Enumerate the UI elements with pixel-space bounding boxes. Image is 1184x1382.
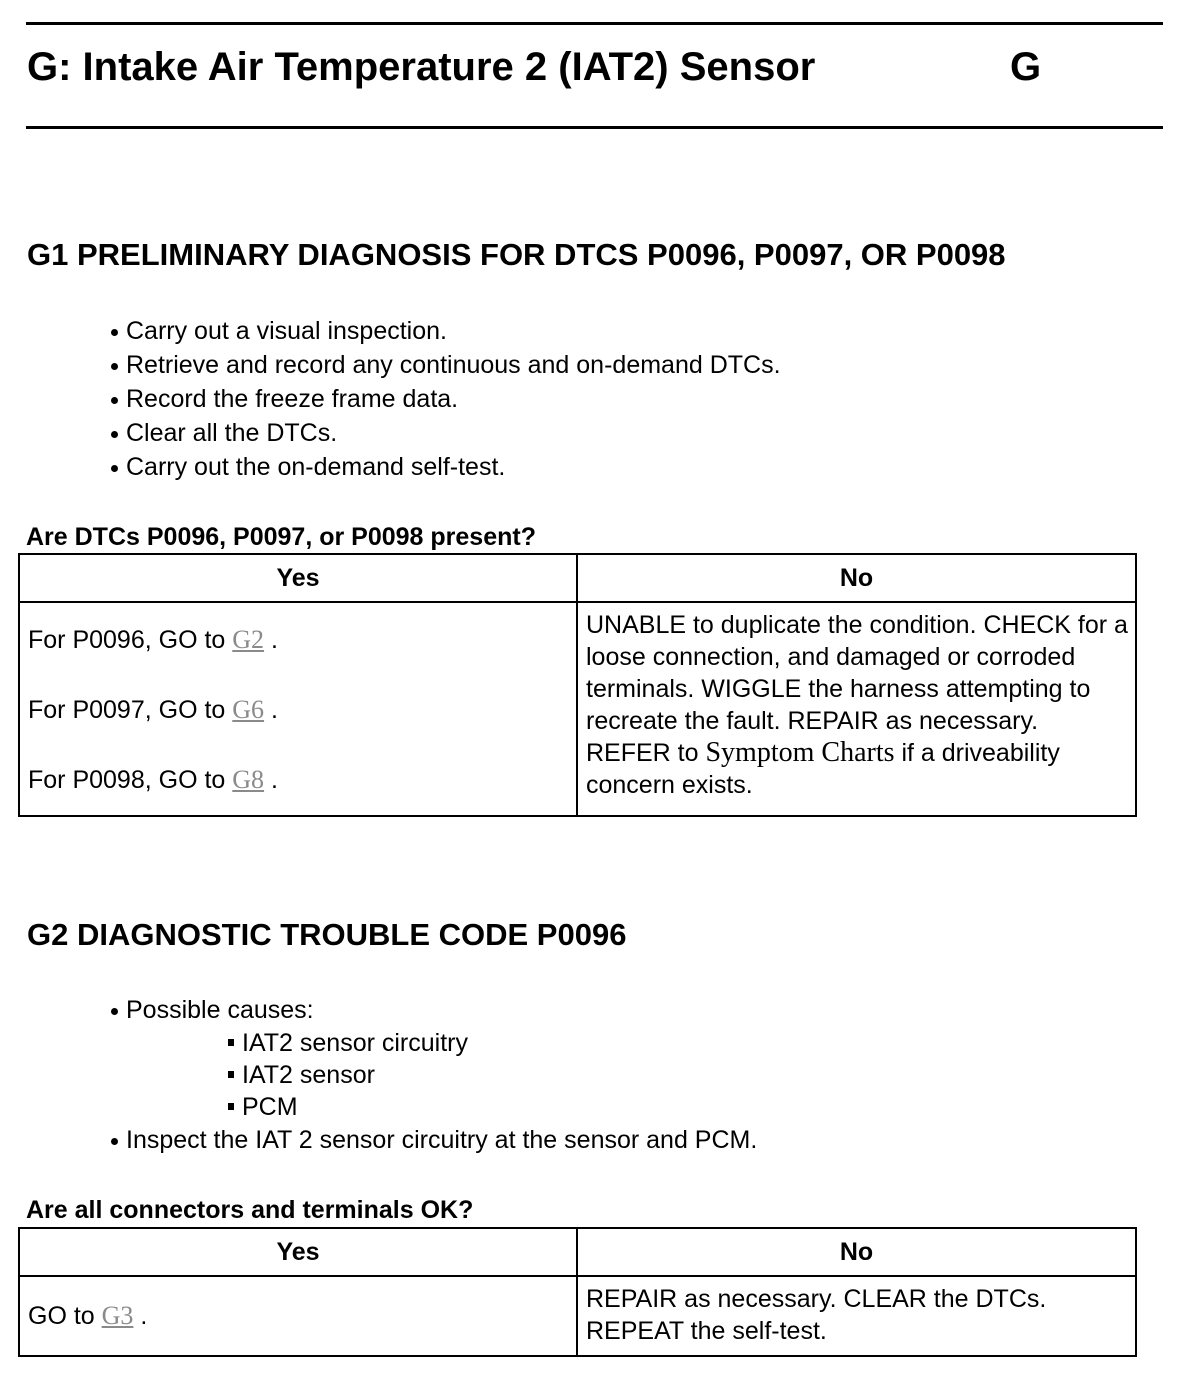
list-item: Record the freeze frame data. [110, 382, 781, 416]
cause-item: IAT2 sensor [226, 1059, 757, 1091]
g2-answer-table [18, 1227, 1137, 1357]
yes-option: GO to G3 . [28, 1301, 148, 1330]
table-header-row [19, 1228, 1136, 1276]
title-rule [26, 126, 1163, 129]
g1-answer-table [18, 553, 1137, 817]
g1-step-list [110, 314, 781, 484]
yes-option-p0098: For P0098, GO to G8 . [28, 765, 278, 794]
no-cell [577, 602, 1136, 816]
list-item: Possible causes: IAT2 sensor circuitry IAT2 sensor PCM [110, 993, 757, 1123]
no-instruction: UNABLE to duplicate the condition. CHECK for a loose connection, and damaged or corroded terminals. WIGGLE the harness attempting to recreate the fault. REPAIR as necessary. REFER to Symptom Charts if a driveability concern exists. [586, 611, 1128, 799]
no-header: No [577, 1228, 1136, 1276]
g1-heading: G1 PRELIMINARY DIAGNOSIS FOR DTCS P0096, P0097, OR P0098 [27, 237, 1006, 272]
table-row [19, 602, 1136, 816]
list-item: Carry out a visual inspection. [110, 314, 781, 348]
link-g2[interactable]: G2 [232, 625, 265, 654]
link-symptom-charts[interactable]: Symptom Charts [705, 737, 895, 768]
yes-cell [19, 1276, 577, 1356]
yes-header: Yes [19, 554, 577, 602]
table-row [19, 1276, 1136, 1356]
possible-causes-list [126, 1027, 757, 1123]
yes-option-p0096: For P0096, GO to G2 . [28, 625, 278, 654]
cause-item: PCM [226, 1091, 757, 1123]
link-g3[interactable]: G3 [101, 1301, 134, 1330]
list-item: Carry out the on-demand self-test. [110, 450, 781, 484]
g1-question: Are DTCs P0096, P0097, or P0098 present? [26, 523, 536, 551]
cause-item: IAT2 sensor circuitry [226, 1027, 757, 1059]
g2-step-list [110, 993, 757, 1157]
top-rule [26, 22, 1163, 25]
no-header: No [577, 554, 1136, 602]
link-g6[interactable]: G6 [232, 695, 265, 724]
yes-cell [19, 602, 577, 816]
g2-question: Are all connectors and terminals OK? [26, 1196, 474, 1224]
section-letter: G [1010, 45, 1042, 89]
yes-option-p0097: For P0097, GO to G6 . [28, 695, 278, 724]
page-title: G: Intake Air Temperature 2 (IAT2) Sensor [27, 45, 816, 89]
list-item: Retrieve and record any continuous and on-demand DTCs. [110, 348, 781, 382]
link-g8[interactable]: G8 [232, 765, 265, 794]
no-instruction: REPAIR as necessary. CLEAR the DTCs. REPEAT the self-test. [586, 1285, 1047, 1345]
table-header-row [19, 554, 1136, 602]
list-item: Inspect the IAT 2 sensor circuitry at the sensor and PCM. [110, 1123, 757, 1157]
list-item: Clear all the DTCs. [110, 416, 781, 450]
g2-heading: G2 DIAGNOSTIC TROUBLE CODE P0096 [27, 917, 627, 952]
no-cell [577, 1276, 1136, 1356]
yes-header: Yes [19, 1228, 577, 1276]
